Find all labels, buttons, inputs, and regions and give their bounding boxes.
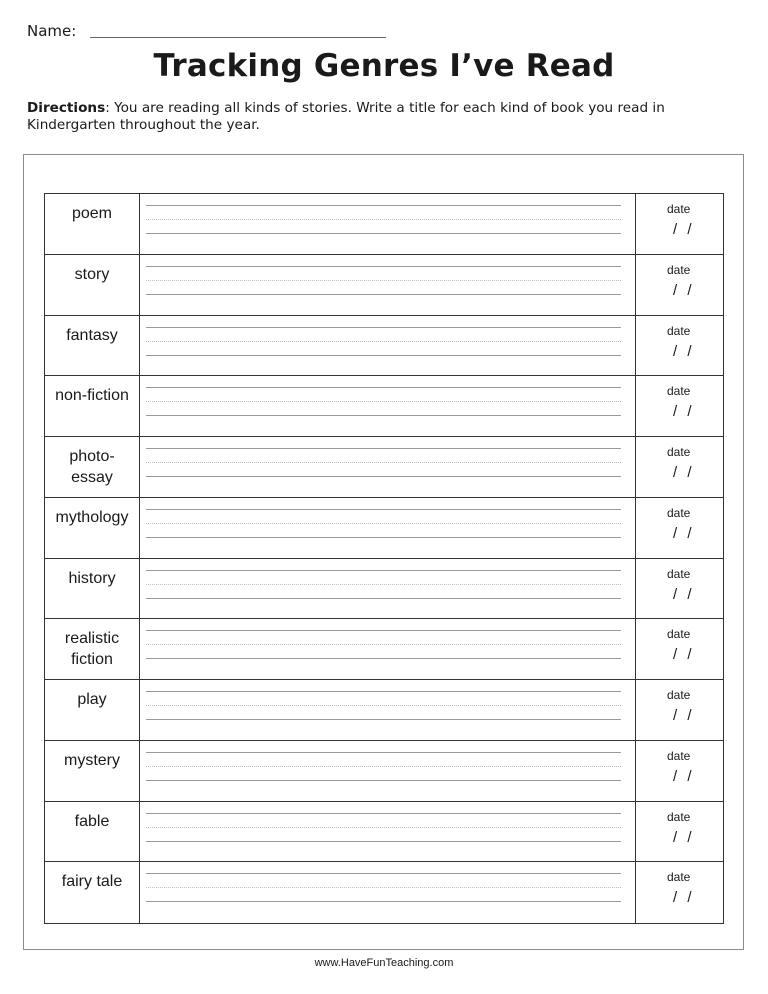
genre-label: realistic fiction	[45, 619, 140, 679]
title-writing-area[interactable]	[140, 255, 636, 315]
dotted-guide-line	[146, 462, 621, 463]
genre-label: mythology	[45, 498, 140, 558]
writing-line	[146, 476, 621, 477]
genre-label: photo- essay	[45, 437, 140, 497]
writing-line	[146, 233, 621, 234]
date-slashes: / /	[673, 342, 692, 360]
genre-label: fantasy	[45, 316, 140, 376]
table-row	[45, 802, 723, 863]
date-label: date	[667, 688, 691, 702]
genre-label: fairy tale	[45, 862, 140, 923]
date-label: date	[667, 323, 691, 338]
date-label: date	[667, 870, 691, 885]
date-field[interactable]	[636, 316, 723, 376]
writing-line	[146, 813, 621, 814]
table-row	[45, 437, 723, 498]
date-field[interactable]	[636, 680, 723, 740]
date-label: date	[667, 384, 691, 399]
table-row	[45, 741, 723, 802]
writing-line	[146, 509, 621, 510]
table-row	[45, 498, 723, 559]
title-writing-area[interactable]	[140, 559, 636, 619]
date-field[interactable]	[636, 559, 723, 619]
writing-line	[146, 537, 621, 538]
dotted-guide-line	[146, 523, 621, 524]
writing-line	[146, 630, 621, 631]
date-field[interactable]	[636, 619, 723, 679]
writing-line	[146, 355, 621, 356]
table-row	[45, 376, 723, 437]
date-slashes: / /	[673, 281, 692, 299]
name-row	[27, 22, 386, 40]
name-label: Name:	[27, 22, 77, 40]
directions	[27, 100, 743, 134]
title-writing-area[interactable]	[140, 680, 636, 740]
date-slashes: / /	[673, 767, 692, 785]
dotted-guide-line	[146, 584, 621, 585]
writing-line	[146, 598, 621, 599]
table-row	[45, 559, 723, 620]
date-label: date	[667, 627, 691, 642]
dotted-guide-line	[146, 401, 621, 402]
date-slashes: / /	[673, 524, 692, 542]
title-writing-area[interactable]	[140, 862, 636, 923]
writing-line	[146, 570, 621, 571]
genre-label: non-fiction	[45, 376, 140, 436]
date-label: date	[667, 748, 691, 763]
writing-line	[146, 415, 621, 416]
writing-line	[146, 327, 621, 328]
date-label: date	[667, 262, 691, 277]
page-title: Tracking Genres I’ve Read	[153, 48, 615, 84]
date-slashes: / /	[673, 889, 692, 907]
date-field[interactable]	[636, 194, 723, 254]
title-writing-area[interactable]	[140, 376, 636, 436]
genre-label: fable	[45, 802, 140, 862]
writing-line	[146, 294, 621, 295]
date-field[interactable]	[636, 255, 723, 315]
title-writing-area[interactable]	[140, 316, 636, 376]
table-row	[45, 680, 723, 741]
title-writing-area[interactable]	[140, 498, 636, 558]
dotted-guide-line	[146, 644, 621, 645]
dotted-guide-line	[146, 341, 621, 342]
table-row	[45, 862, 723, 923]
writing-line	[146, 691, 621, 692]
date-slashes: / /	[673, 646, 692, 664]
date-slashes: / /	[673, 585, 692, 603]
date-label: date	[667, 566, 691, 581]
writing-line	[146, 873, 621, 874]
date-field[interactable]	[636, 862, 723, 923]
title-writing-area[interactable]	[140, 194, 636, 254]
genre-label: history	[45, 559, 140, 619]
title-writing-area[interactable]	[140, 741, 636, 801]
dotted-guide-line	[146, 219, 621, 220]
date-field[interactable]	[636, 802, 723, 862]
dotted-guide-line	[146, 766, 621, 767]
date-label: date	[667, 809, 691, 824]
date-slashes: / /	[673, 464, 692, 481]
genre-label: story	[45, 255, 140, 315]
date-slashes: / /	[673, 828, 692, 846]
writing-line	[146, 387, 621, 388]
title-writing-area[interactable]	[140, 437, 636, 497]
writing-line	[146, 205, 621, 206]
date-slashes: / /	[673, 707, 692, 724]
date-field[interactable]	[636, 498, 723, 558]
directions-label: Directions	[27, 100, 106, 116]
date-field[interactable]	[636, 376, 723, 436]
writing-line	[146, 901, 621, 902]
dotted-guide-line	[146, 887, 621, 888]
date-slashes: / /	[673, 221, 692, 238]
directions-text: : You are reading all kinds of stories. Write a title for each kind of book you read in Kindergarten throughout the year.	[27, 100, 665, 133]
dotted-guide-line	[146, 280, 621, 281]
writing-line	[146, 266, 621, 267]
title-writing-area[interactable]	[140, 619, 636, 679]
footer-site: www.HaveFunTeaching.com	[314, 957, 454, 969]
date-label: date	[667, 445, 691, 459]
genre-label: mystery	[45, 741, 140, 801]
genre-table	[44, 193, 724, 924]
dotted-guide-line	[146, 827, 621, 828]
genre-label: poem	[45, 194, 140, 254]
date-label: date	[667, 505, 691, 520]
name-input-line[interactable]	[90, 37, 386, 38]
writing-line	[146, 719, 621, 720]
writing-line	[146, 752, 621, 753]
date-label: date	[667, 202, 691, 216]
date-slashes: / /	[673, 403, 692, 421]
table-row	[45, 194, 723, 255]
table-row	[45, 255, 723, 316]
date-field[interactable]	[636, 741, 723, 801]
writing-line	[146, 780, 621, 781]
writing-line	[146, 841, 621, 842]
genre-label: play	[45, 680, 140, 740]
title-writing-area[interactable]	[140, 802, 636, 862]
date-field[interactable]	[636, 437, 723, 497]
dotted-guide-line	[146, 705, 621, 706]
writing-line	[146, 658, 621, 659]
table-row	[45, 619, 723, 680]
writing-line	[146, 448, 621, 449]
table-row	[45, 316, 723, 377]
